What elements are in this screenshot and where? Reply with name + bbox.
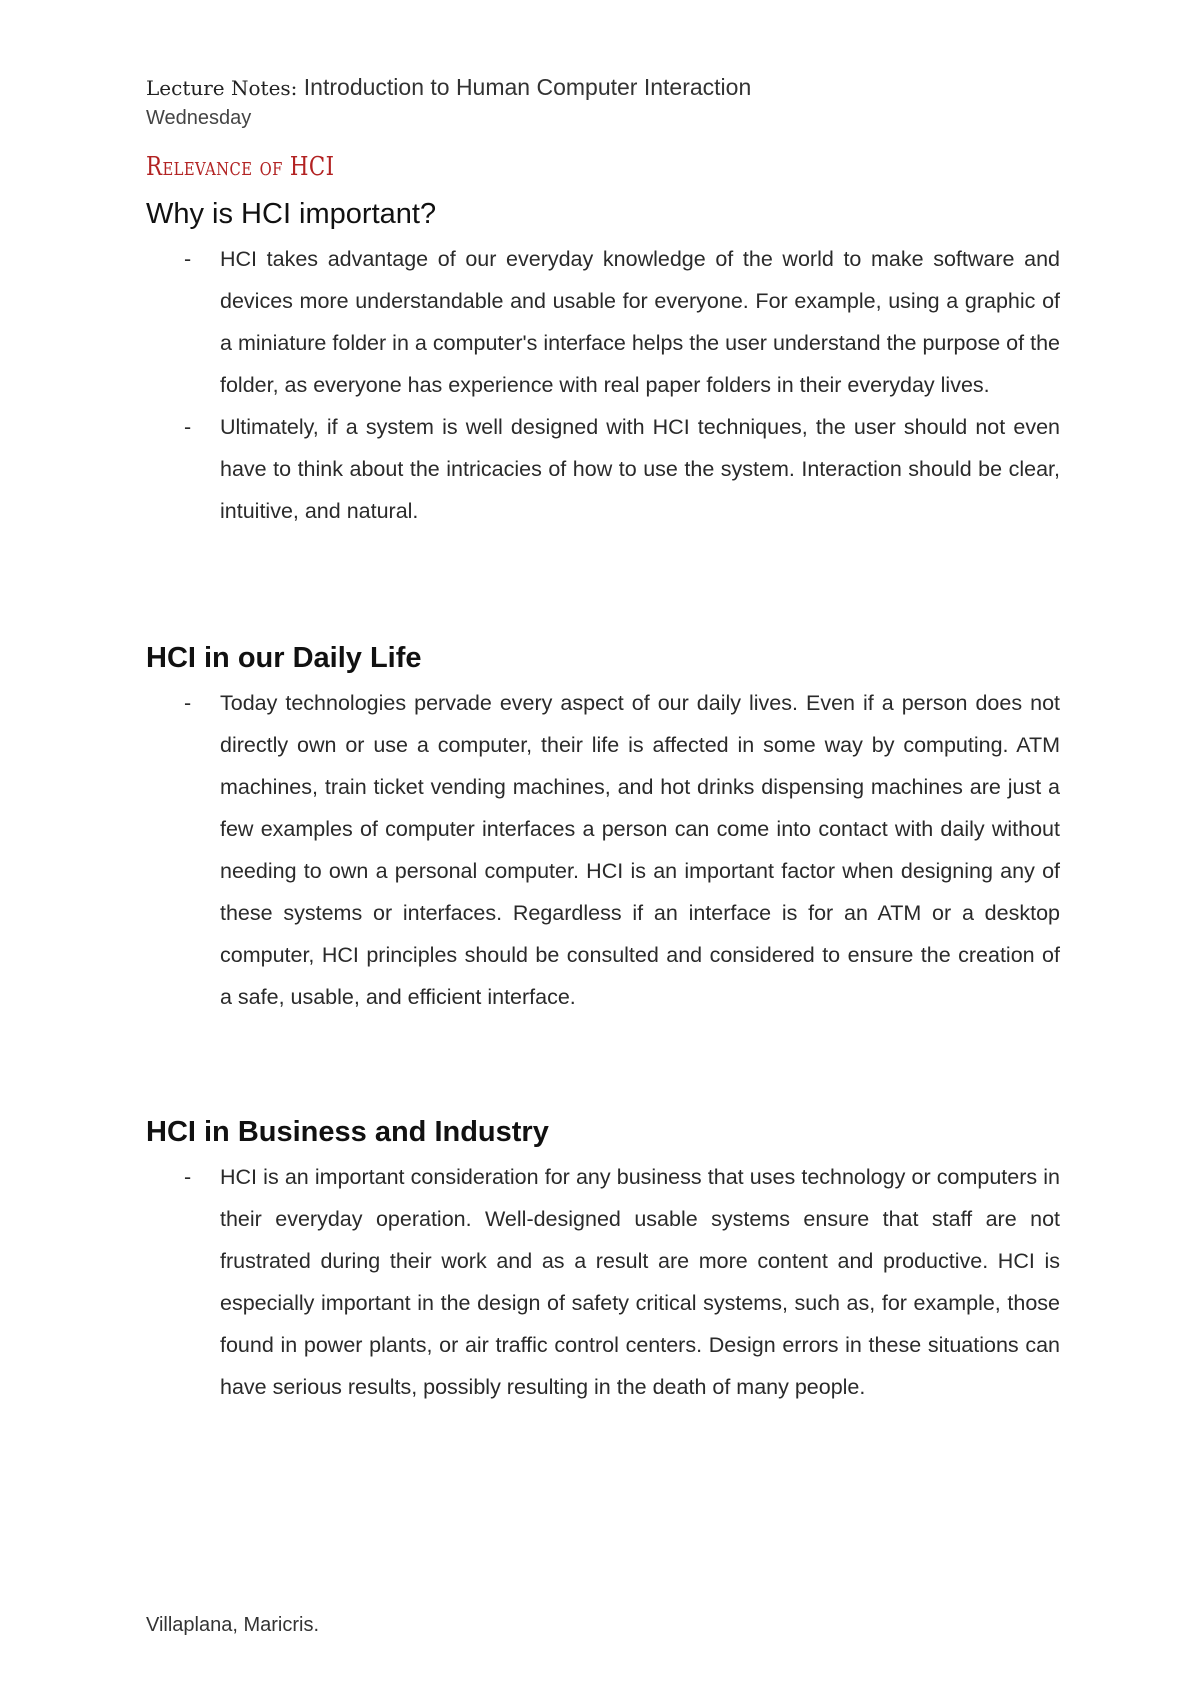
- header-course-title: Introduction to Human Computer Interaction: [303, 74, 752, 100]
- section-why-important: [146, 196, 1060, 532]
- document-title: Relevance of HCI: [146, 152, 335, 182]
- page-header: [146, 72, 751, 133]
- page-footer-author: Villaplana, Maricris.: [146, 1614, 320, 1636]
- section-heading: Why is HCI important?: [146, 198, 437, 230]
- section-business-industry: [146, 1114, 1060, 1408]
- section-heading: HCI in Business and Industry: [146, 1116, 549, 1148]
- list-item-text: Today technologies pervade every aspect of our daily lives. Even if a person does not directly own or use a computer, their life is affected in some way by computing. ATM machines, train ticket vending machines, and hot drinks dispensing machines are just a few examples of computer interfaces a person can come into contact with daily without needing to own a personal computer. HCI is an important factor when designing any of these systems or interfaces. Regardless if an interface is for an ATM or a desktop computer, HCI principles should be consulted and considered to ensure the creation of a safe, usable, and efficient interface.: [220, 691, 1060, 1009]
- bullet-marker: -: [184, 415, 192, 439]
- list-item: [146, 1156, 1060, 1408]
- bullet-list: [146, 1156, 1060, 1408]
- header-label: Lecture Notes:: [146, 76, 298, 100]
- bullet-marker: -: [184, 247, 192, 271]
- list-item-text: HCI is an important consideration for any business that uses technology or computers in their everyday operation. Well-designed usable systems ensure that staff are not frustrated during their work and as a result are more content and productive. HCI is especially important in the design of safety critical systems, such as, for example, those found in power plants, or air traffic control centers. Design errors in these situations can have serious results, possibly resulting in the death of many people.: [220, 1165, 1060, 1399]
- bullet-list: [146, 682, 1060, 1018]
- section-daily-life: [146, 640, 1060, 1018]
- bullet-marker: -: [184, 691, 192, 715]
- bullet-marker: -: [184, 1165, 192, 1189]
- section-heading: HCI in our Daily Life: [146, 642, 422, 674]
- header-course-line: [146, 72, 751, 103]
- list-item-text: HCI takes advantage of our everyday knowledge of the world to make software and devices more understandable and usable for everyone. For example, using a graphic of a miniature folder in a computer's interface helps the user understand the purpose of the folder, as everyone has experience with real paper folders in their everyday lives.: [220, 247, 1060, 397]
- list-item: [146, 406, 1060, 532]
- list-item: [146, 682, 1060, 1018]
- bullet-list: [146, 238, 1060, 532]
- list-item: [146, 238, 1060, 406]
- header-day: Wednesday: [146, 107, 252, 129]
- list-item-text: Ultimately, if a system is well designed with HCI techniques, the user should not even have to think about the intricacies of how to use the system. Interaction should be clear, intuitive, and natural.: [220, 415, 1060, 523]
